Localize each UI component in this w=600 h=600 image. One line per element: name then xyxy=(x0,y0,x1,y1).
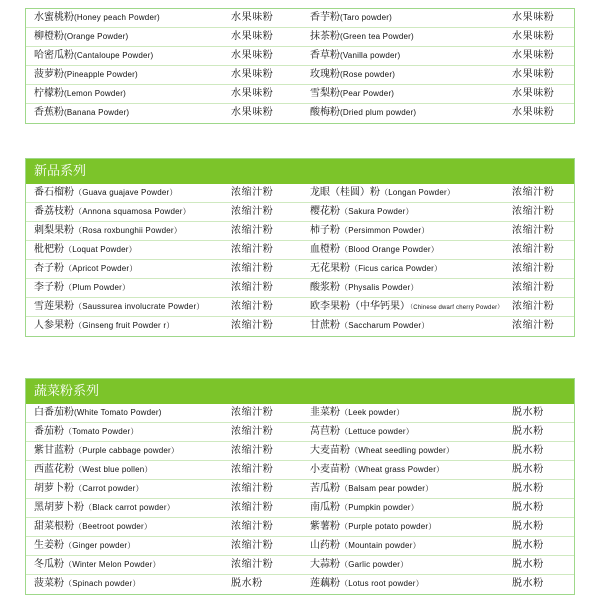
product-name-cn: 香芋粉 xyxy=(310,12,340,23)
product-name-en: （Saussurea involucrate Powder） xyxy=(74,302,205,311)
product-name-en: （Purple cabbage powder） xyxy=(74,446,180,455)
vegetable-powder-table xyxy=(25,378,575,595)
product-type: 浓缩汁粉 xyxy=(231,559,274,570)
product-type: 水果味粉 xyxy=(512,12,555,23)
table-row xyxy=(26,298,574,317)
product-type: 浓缩汁粉 xyxy=(231,464,274,475)
product-name-en: （Saccharum Powder） xyxy=(340,321,430,330)
table-row xyxy=(26,317,574,336)
product-name-en: （Persimmon Powder） xyxy=(340,226,430,235)
product-name-en: (Vanilla powder) xyxy=(340,51,401,60)
product-name-cn: 李子粉 xyxy=(34,282,64,293)
product-name-en: （Carrot powder） xyxy=(74,484,144,493)
product-name-en: （Blood Orange Powder） xyxy=(340,245,439,254)
product-name-cn: 苦瓜粉 xyxy=(310,483,340,494)
product-name-cn: 大蒜粉 xyxy=(310,559,340,570)
fruit-rows xyxy=(26,9,574,123)
product-type: 浓缩汁粉 xyxy=(512,301,555,312)
product-name-en: （Balsam pear powder） xyxy=(340,484,434,493)
product-type: 浓缩汁粉 xyxy=(512,225,555,236)
product-name-cn: 酸梅粉 xyxy=(310,107,340,118)
product-name-cn: 菠菜粉 xyxy=(34,578,64,589)
product-type: 浓缩汁粉 xyxy=(231,225,274,236)
product-type: 浓缩汁粉 xyxy=(231,502,274,513)
product-name-cn: 胡萝卜粉 xyxy=(34,483,74,494)
new-products-table xyxy=(25,158,575,337)
product-name-en: （Lotus root powder） xyxy=(340,579,424,588)
product-type: 脱水粉 xyxy=(512,502,544,513)
product-type: 浓缩汁粉 xyxy=(512,187,555,198)
product-type: 水果味粉 xyxy=(231,88,274,99)
product-name-en: （Wheat grass Powder） xyxy=(350,465,445,474)
product-type: 浓缩汁粉 xyxy=(231,206,274,217)
product-name-cn: 莴苣粉 xyxy=(310,426,340,437)
product-name-en: (Rose powder) xyxy=(340,70,396,79)
product-name-cn: 刺梨果粉 xyxy=(34,225,74,236)
product-name-en: （Physalis Powder） xyxy=(340,283,419,292)
table-row xyxy=(26,518,574,537)
product-type: 浓缩汁粉 xyxy=(231,187,274,198)
table-row xyxy=(26,184,574,203)
table-row xyxy=(26,85,574,104)
product-type: 脱水粉 xyxy=(512,445,544,456)
product-type: 浓缩汁粉 xyxy=(231,407,274,418)
product-name-en: （Mountain powder） xyxy=(340,541,421,550)
product-name-en: (Cantaloupe Powder) xyxy=(74,51,154,60)
product-name-cn: 西蓝花粉 xyxy=(34,464,74,475)
table-row xyxy=(26,423,574,442)
product-name-en: （Beetroot powder） xyxy=(74,522,153,531)
product-name-cn: 玫瑰粉 xyxy=(310,69,340,80)
product-name-en: (Honey peach Powder) xyxy=(74,13,160,22)
product-name-en: （Lettuce powder） xyxy=(340,427,414,436)
table-row xyxy=(26,461,574,480)
product-name-cn: 杏子粉 xyxy=(34,263,64,274)
product-name-cn: 枇杷粉 xyxy=(34,244,64,255)
product-name-en: （Rosa roxbunghii Powder） xyxy=(74,226,182,235)
product-name-cn: 雪梨粉 xyxy=(310,88,340,99)
product-name-en: （Garlic powder） xyxy=(340,560,409,569)
product-name-en: （Pumpkin powder） xyxy=(340,503,419,512)
table-row xyxy=(26,575,574,594)
product-type: 水果味粉 xyxy=(231,50,274,61)
product-type: 水果味粉 xyxy=(512,107,555,118)
section-header-vegetable: 蔬菜粉系列 xyxy=(26,379,574,404)
table-row xyxy=(26,499,574,518)
product-type: 脱水粉 xyxy=(512,483,544,494)
product-name-cn: 人参果粉 xyxy=(34,320,74,331)
table-row xyxy=(26,279,574,298)
product-type: 水果味粉 xyxy=(512,31,555,42)
table-row xyxy=(26,47,574,66)
table-row xyxy=(26,442,574,461)
product-type: 脱水粉 xyxy=(512,540,544,551)
product-name-cn: 抹茶粉 xyxy=(310,31,340,42)
product-type: 水果味粉 xyxy=(231,31,274,42)
product-name-en: （Longan Powder） xyxy=(380,188,456,197)
product-name-cn: 血橙粉 xyxy=(310,244,340,255)
product-type: 浓缩汁粉 xyxy=(512,263,555,274)
product-name-en: （Chinese dwarf cherry Powder） xyxy=(410,305,504,311)
product-type: 水果味粉 xyxy=(231,107,274,118)
product-name-en: （Winter Melon Powder） xyxy=(64,560,161,569)
product-name-en: （Tomato Powder） xyxy=(64,427,139,436)
product-name-cn: 哈密瓜粉 xyxy=(34,50,74,61)
product-type: 浓缩汁粉 xyxy=(231,445,274,456)
section-header-new-products: 新品系列 xyxy=(26,159,574,184)
table-row xyxy=(26,260,574,279)
product-name-en: （Loquat Powder） xyxy=(64,245,137,254)
product-name-cn: 柿子粉 xyxy=(310,225,340,236)
product-type: 浓缩汁粉 xyxy=(231,521,274,532)
product-name-cn: 龙眼（桂圆）粉 xyxy=(310,187,380,198)
product-name-cn: 南瓜粉 xyxy=(310,502,340,513)
vegetable-rows xyxy=(26,404,574,594)
product-name-cn: 柠檬粉 xyxy=(34,88,64,99)
product-type: 脱水粉 xyxy=(512,464,544,475)
product-name-cn: 无花果粉 xyxy=(310,263,350,274)
table-row xyxy=(26,241,574,260)
table-row xyxy=(26,480,574,499)
product-name-cn: 小麦苗粉 xyxy=(310,464,350,475)
product-type: 浓缩汁粉 xyxy=(512,320,555,331)
product-name-en: （Plum Powder） xyxy=(64,283,131,292)
product-type: 水果味粉 xyxy=(231,69,274,80)
table-row xyxy=(26,66,574,85)
product-type: 浓缩汁粉 xyxy=(512,244,555,255)
product-type: 脱水粉 xyxy=(512,426,544,437)
product-name-en: (Taro powder) xyxy=(340,13,392,22)
product-name-cn: 莲藕粉 xyxy=(310,578,340,589)
product-name-cn: 甜菜根粉 xyxy=(34,521,74,532)
product-name-cn: 欧李果粉（中华钙果） xyxy=(310,301,410,312)
table-row xyxy=(26,28,574,47)
product-name-en: （Leek powder） xyxy=(340,408,405,417)
table-row xyxy=(26,222,574,241)
product-type: 脱水粉 xyxy=(512,407,544,418)
product-name-cn: 水蜜桃粉 xyxy=(34,12,74,23)
product-type: 浓缩汁粉 xyxy=(512,282,555,293)
product-name-en: (Pineapple Powder) xyxy=(64,70,138,79)
product-name-en: (Dried plum powder) xyxy=(340,108,417,117)
table-row xyxy=(26,537,574,556)
product-name-en: (Orange Powder) xyxy=(64,32,129,41)
new-products-rows xyxy=(26,184,574,336)
product-type: 脱水粉 xyxy=(231,578,263,589)
product-name-en: （Ficus carica Powder） xyxy=(350,264,443,273)
product-name-en: （Wheat seedling powder） xyxy=(350,446,455,455)
product-name-cn: 山药粉 xyxy=(310,540,340,551)
product-type: 浓缩汁粉 xyxy=(231,426,274,437)
product-name-en: (Pear Powder) xyxy=(340,89,395,98)
product-name-cn: 番荔枝粉 xyxy=(34,206,74,217)
product-name-cn: 番茄粉 xyxy=(34,426,64,437)
product-name-cn: 香蕉粉 xyxy=(34,107,64,118)
product-type: 水果味粉 xyxy=(512,69,555,80)
table-row xyxy=(26,404,574,423)
product-name-en: （West blue pollen） xyxy=(74,465,153,474)
product-name-en: (Green tea Powder) xyxy=(340,32,414,41)
product-type: 水果味粉 xyxy=(231,12,274,23)
product-name-en: （Purple potato powder） xyxy=(340,522,437,531)
product-name-cn: 甘蔗粉 xyxy=(310,320,340,331)
product-name-cn: 番石榴粉 xyxy=(34,187,74,198)
product-name-en: （Ginger powder） xyxy=(64,541,136,550)
product-name-cn: 大麦苗粉 xyxy=(310,445,350,456)
product-name-en: （Ginseng fruit Powder r） xyxy=(74,321,175,330)
product-name-en: （Guava guajave Powder） xyxy=(74,188,178,197)
product-name-cn: 生姜粉 xyxy=(34,540,64,551)
product-name-cn: 白番茄粉 xyxy=(34,407,74,418)
table-row xyxy=(26,9,574,28)
product-name-cn: 酸浆粉 xyxy=(310,282,340,293)
product-name-en: （Black carrot powder） xyxy=(84,503,175,512)
product-name-cn: 紫甘蓝粉 xyxy=(34,445,74,456)
fruit-powder-table xyxy=(25,8,575,124)
product-type: 浓缩汁粉 xyxy=(231,540,274,551)
product-name-cn: 樱花粉 xyxy=(310,206,340,217)
product-name-cn: 香草粉 xyxy=(310,50,340,61)
product-type: 浓缩汁粉 xyxy=(231,301,274,312)
product-name-cn: 黑胡萝卜粉 xyxy=(34,502,84,513)
product-name-en: （Apricot Powder） xyxy=(64,264,138,273)
product-name-cn: 韭菜粉 xyxy=(310,407,340,418)
product-name-en: （Sakura Powder） xyxy=(340,207,414,216)
product-type: 浓缩汁粉 xyxy=(231,244,274,255)
product-name-en: （Spinach powder） xyxy=(64,579,141,588)
product-name-cn: 柳橙粉 xyxy=(34,31,64,42)
product-name-en: (Lemon Powder) xyxy=(64,89,126,98)
product-type: 浓缩汁粉 xyxy=(231,483,274,494)
table-row xyxy=(26,556,574,575)
product-name-cn: 紫薯粉 xyxy=(310,521,340,532)
product-type: 浓缩汁粉 xyxy=(231,320,274,331)
product-type: 浓缩汁粉 xyxy=(231,282,274,293)
product-type: 脱水粉 xyxy=(512,559,544,570)
product-type: 脱水粉 xyxy=(512,521,544,532)
product-name-en: (White Tomato Powder) xyxy=(74,408,162,417)
product-name-cn: 菠萝粉 xyxy=(34,69,64,80)
product-type: 浓缩汁粉 xyxy=(512,206,555,217)
product-name-en: (Banana Powder) xyxy=(64,108,130,117)
product-name-en: （Annona squamosa Powder） xyxy=(74,207,191,216)
product-type: 水果味粉 xyxy=(512,50,555,61)
product-type: 脱水粉 xyxy=(512,578,544,589)
product-name-cn: 雪莲果粉 xyxy=(34,301,74,312)
product-type: 水果味粉 xyxy=(512,88,555,99)
product-type: 浓缩汁粉 xyxy=(231,263,274,274)
table-row xyxy=(26,104,574,123)
table-row xyxy=(26,203,574,222)
product-name-cn: 冬瓜粉 xyxy=(34,559,64,570)
